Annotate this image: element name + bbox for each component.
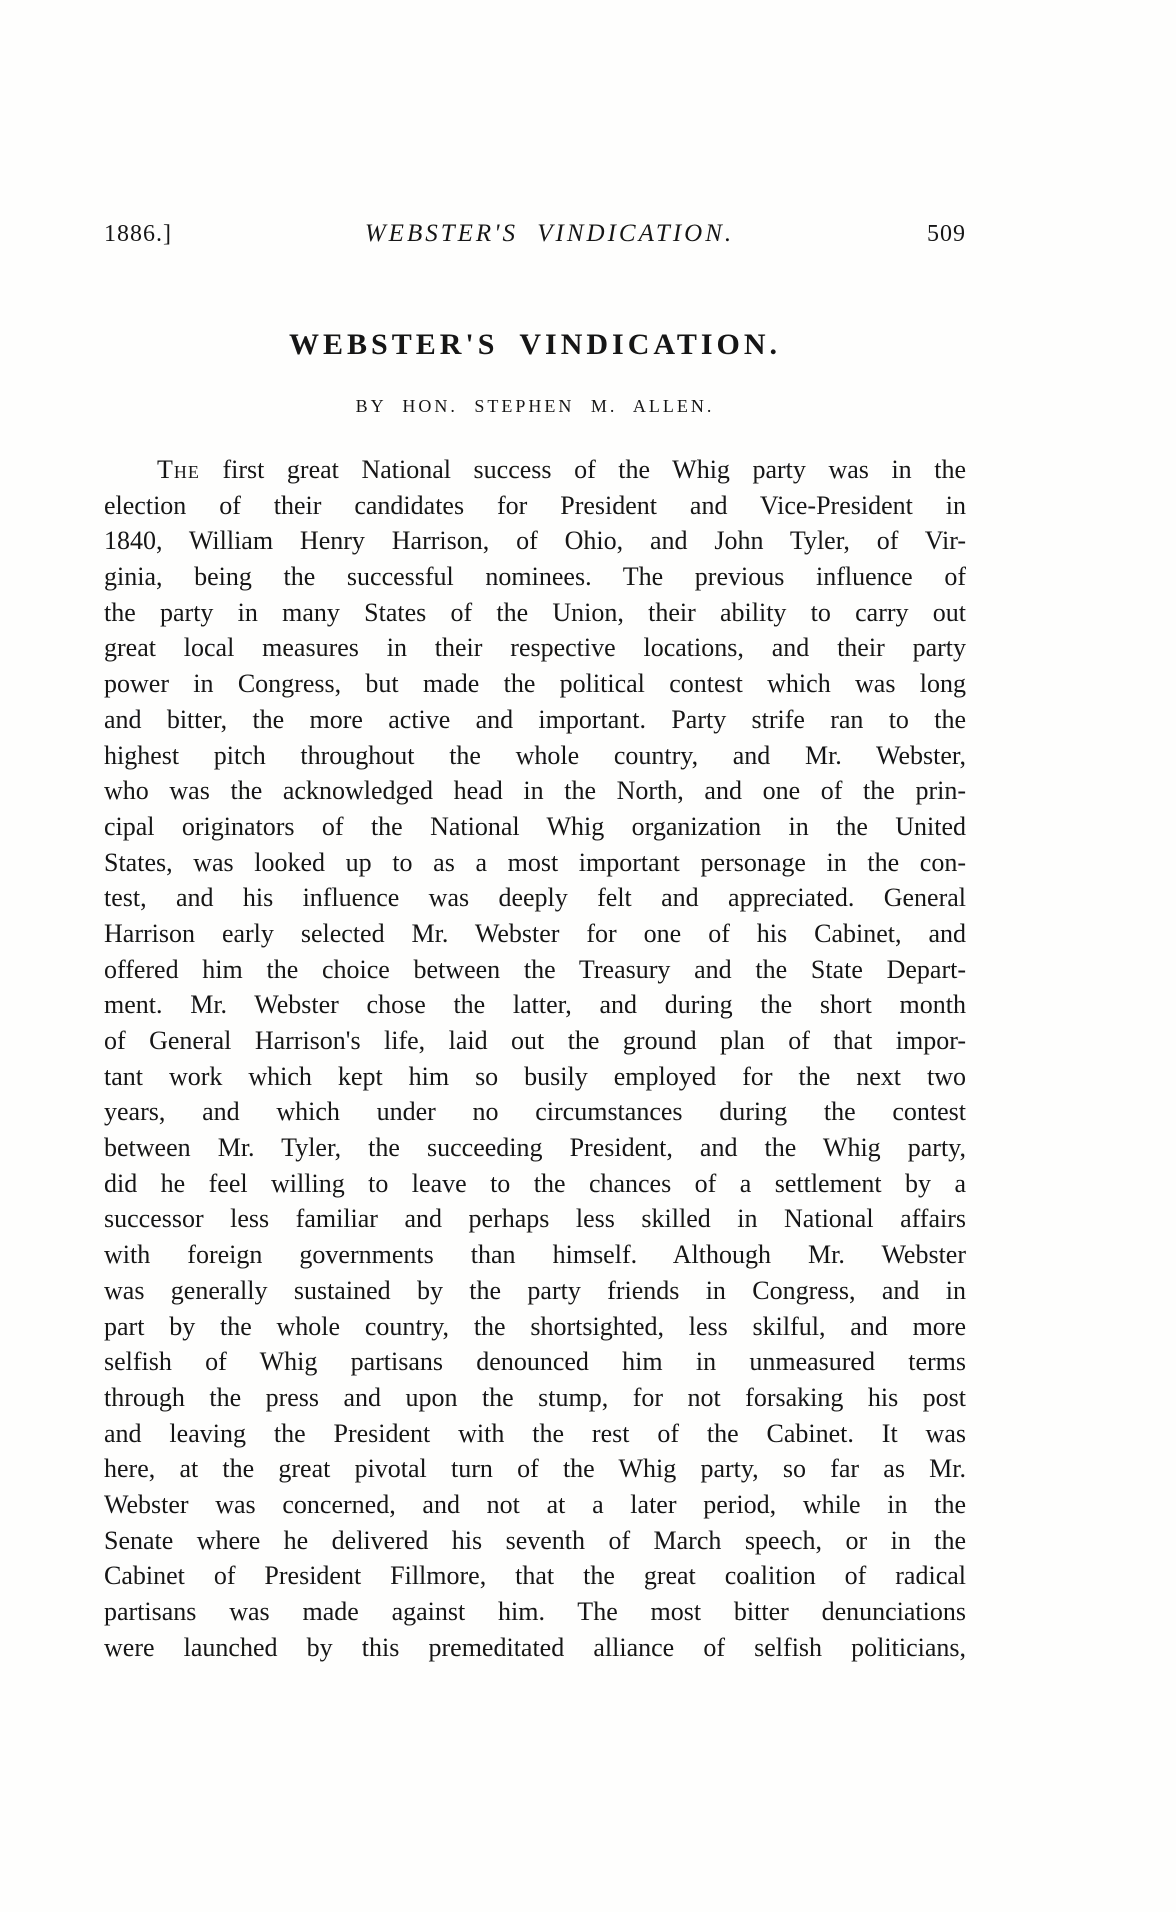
body-line: Harrison early selected Mr. Webster for one of his Cabinet, and	[104, 918, 966, 948]
body-line: Senate where he delivered his seventh of March speech, or in the	[104, 1525, 966, 1555]
body-line: were launched by this premeditated alliance of selfish politicians,	[104, 1632, 966, 1662]
body-line: who was the acknowledged head in the North, and one of the prin-	[104, 776, 966, 806]
first-line-text: first great National success of the Whig party was in the	[222, 455, 966, 484]
body-line: cipal originators of the National Whig organization in the United	[104, 811, 966, 841]
lead-word: The	[157, 455, 200, 484]
body-line: States, was looked up to as a most important personage in the con-	[104, 847, 966, 877]
body-line: the party in many States of the Union, their ability to carry out	[104, 597, 966, 627]
body-line-first	[104, 452, 966, 488]
body-line: offered him the choice between the Treasury and the State Depart-	[104, 954, 966, 984]
body-line: between Mr. Tyler, the succeeding President, and the Whig party,	[104, 1133, 966, 1163]
body-line: great local measures in their respective locations, and their party	[104, 633, 966, 663]
body-line: and bitter, the more active and important. Party strife ran to the	[104, 704, 966, 734]
article-byline: BY HON. STEPHEN M. ALLEN.	[355, 396, 715, 416]
article-body	[104, 452, 966, 1665]
body-line: Cabinet of President Fillmore, that the great coalition of radical	[104, 1561, 966, 1591]
body-line: did he feel willing to leave to the chances of a settlement by a	[104, 1168, 966, 1198]
body-line: ginia, being the successful nominees. The previous influence of	[104, 562, 966, 592]
body-line: and leaving the President with the rest of the Cabinet. It was	[104, 1418, 966, 1448]
body-line: here, at the great pivotal turn of the Whig party, so far as Mr.	[104, 1454, 966, 1484]
body-line: tant work which kept him so busily employed for the next two	[104, 1061, 966, 1091]
body-line: Webster was concerned, and not at a later period, while in the	[104, 1489, 966, 1519]
running-header	[104, 220, 966, 248]
header-year-label: 1886.]	[104, 221, 172, 247]
body-line: election of their candidates for President and Vice-President in	[104, 490, 966, 520]
body-line: selfish of Whig partisans denounced him in unmeasured terms	[104, 1347, 966, 1377]
body-lines	[104, 488, 966, 1666]
body-line: with foreign governments than himself. Although Mr. Webster	[104, 1240, 966, 1270]
body-line: highest pitch throughout the whole country, and Mr. Webster,	[104, 740, 966, 770]
header-page-number: 509	[926, 221, 966, 247]
body-line: was generally sustained by the party friends in Congress, and in	[104, 1275, 966, 1305]
header-running-title: WEBSTER'S VINDICATION.	[364, 220, 735, 247]
article-title: WEBSTER'S VINDICATION.	[289, 328, 781, 361]
body-line: 1840, William Henry Harrison, of Ohio, and John Tyler, of Vir-	[104, 526, 966, 556]
body-line: part by the whole country, the shortsighted, less skilful, and more	[104, 1311, 966, 1341]
body-line: years, and which under no circumstances during the contest	[104, 1097, 966, 1127]
body-line: of General Harrison's life, laid out the ground plan of that impor-	[104, 1026, 966, 1055]
body-line: partisans was made against him. The most bitter denunciations	[104, 1597, 966, 1626]
body-line: power in Congress, but made the political contest which was long	[104, 669, 966, 699]
body-line: successor less familiar and perhaps less skilled in National affairs	[104, 1204, 966, 1234]
body-line: ment. Mr. Webster chose the latter, and during the short month	[104, 990, 966, 1020]
body-line: through the press and upon the stump, for not forsaking his post	[104, 1382, 966, 1412]
body-line: test, and his influence was deeply felt and appreciated. General	[104, 883, 966, 913]
